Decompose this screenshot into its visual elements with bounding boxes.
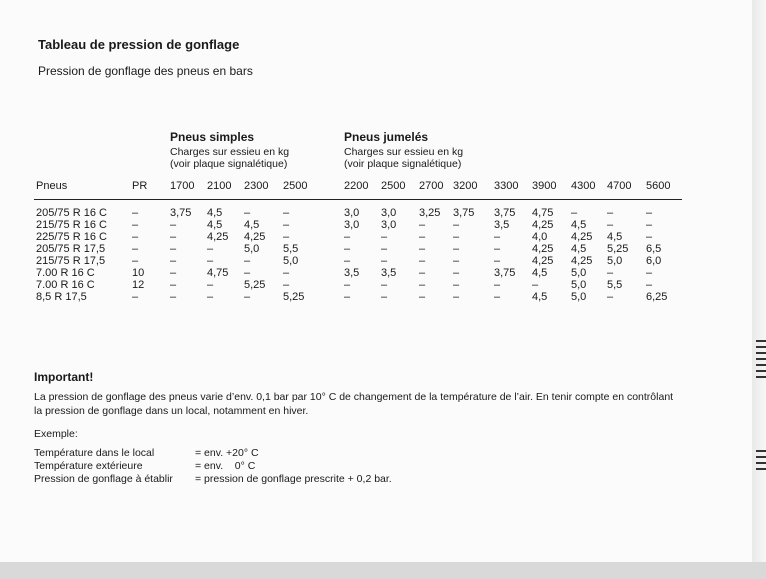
table-cell: – (207, 279, 214, 291)
table-cell: – (494, 279, 501, 291)
table-cell: 3,5 (344, 267, 360, 279)
group-title-twin: Pneus jumelés (344, 130, 429, 144)
example-key: Température extérieure (34, 460, 143, 472)
table-cell: – (419, 291, 426, 303)
example-key: Pression de gonflage à établir (34, 473, 173, 485)
table-cell: 3,0 (344, 207, 360, 219)
table-cell: – (207, 243, 214, 255)
table-cell: – (283, 219, 290, 231)
table-cell: 12 (132, 279, 145, 291)
group-sub-twin-2: (voir plaque signalétique) (344, 158, 462, 170)
table-cell: – (419, 219, 426, 231)
table-cell: 5,0 (571, 279, 587, 291)
table-cell: – (170, 255, 177, 267)
table-cell: 4,5 (607, 231, 623, 243)
important-title: Important! (34, 370, 94, 384)
example-value: = pression de gonflage prescrite + 0,2 bar. (195, 473, 392, 485)
table-cell: – (170, 219, 177, 231)
important-text: La pression de gonflage des pneus varie d’env. 0,1 bar par 10° C de changement de la température de l’air. En tenir compte en contrôlant la pression de gonflage dans un local, notamment en hiver. (34, 391, 674, 417)
table-cell: – (170, 279, 177, 291)
table-cell: 3,75 (494, 207, 516, 219)
page-edge-strip (752, 0, 766, 579)
table-cell: – (344, 279, 351, 291)
table-cell: – (170, 267, 177, 279)
table-cell: – (532, 279, 539, 291)
table-cell: 3,75 (170, 207, 192, 219)
table-cell: – (283, 231, 290, 243)
table-cell: 4,25 (532, 243, 554, 255)
table-cell: – (381, 291, 388, 303)
table-cell: 5,0 (571, 267, 587, 279)
table-header-cell: 1700 (170, 180, 195, 192)
tire-size-cell: 7.00 R 16 C (36, 279, 95, 291)
table-cell: – (607, 267, 614, 279)
example-key: Température dans le local (34, 447, 155, 459)
table-cell: – (132, 207, 139, 219)
table-cell: 6,0 (646, 255, 662, 267)
table-cell: – (419, 255, 426, 267)
table-cell: – (132, 255, 139, 267)
table-cell: 4,5 (207, 219, 223, 231)
table-cell: – (453, 231, 460, 243)
example-value: = env. 0° C (195, 460, 256, 472)
table-header-cell: Pneus (36, 180, 68, 192)
table-cell: 5,5 (283, 243, 299, 255)
table-cell: 5,25 (607, 243, 629, 255)
table-cell: – (132, 219, 139, 231)
table-cell: – (494, 255, 501, 267)
table-header-cell: 3300 (494, 180, 519, 192)
table-cell: 3,0 (381, 207, 397, 219)
table-cell: – (646, 207, 653, 219)
table-cell: – (132, 231, 139, 243)
table-cell: 10 (132, 267, 145, 279)
table-cell: – (494, 291, 501, 303)
table-header-cell: 2300 (244, 180, 269, 192)
table-cell: – (419, 267, 426, 279)
table-header-cell: 5600 (646, 180, 671, 192)
table-cell: 5,0 (283, 255, 299, 267)
table-cell: – (419, 231, 426, 243)
table-cell: – (344, 291, 351, 303)
table-cell: 4,25 (532, 255, 554, 267)
table-cell: 4,25 (571, 231, 593, 243)
table-header-cell: 4300 (571, 180, 596, 192)
table-cell: – (607, 219, 614, 231)
table-cell: – (244, 207, 251, 219)
table-cell: – (381, 255, 388, 267)
table-cell: – (607, 291, 614, 303)
table-cell: 6,5 (646, 243, 662, 255)
table-header-cell: PR (132, 180, 148, 192)
table-cell: 4,5 (571, 243, 587, 255)
table-cell: 5,0 (571, 291, 587, 303)
tire-size-cell: 215/75 R 16 C (36, 219, 107, 231)
table-cell: 4,25 (207, 231, 229, 243)
table-cell: 4,0 (532, 231, 548, 243)
table-cell: 4,5 (244, 219, 260, 231)
table-cell: – (381, 231, 388, 243)
table-header-cell: 2500 (283, 180, 308, 192)
tire-size-cell: 205/75 R 17,5 (36, 243, 106, 255)
table-header-cell: 4700 (607, 180, 632, 192)
table-cell: 4,5 (532, 267, 548, 279)
table-cell: 4,25 (532, 219, 554, 231)
table-cell: 4,25 (244, 231, 266, 243)
table-header-cell: 2100 (207, 180, 232, 192)
table-cell: – (494, 231, 501, 243)
table-cell: 4,25 (571, 255, 593, 267)
group-sub-simple-1: Charges sur essieu en kg (170, 146, 290, 158)
table-cell: – (607, 207, 614, 219)
table-cell: – (453, 291, 460, 303)
table-cell: – (283, 279, 290, 291)
table-cell: – (244, 291, 251, 303)
table-cell: – (494, 243, 501, 255)
group-sub-twin-1: Charges sur essieu en kg (344, 146, 464, 158)
table-cell: – (646, 279, 653, 291)
table-cell: 4,5 (532, 291, 548, 303)
table-cell: 5,0 (244, 243, 260, 255)
table-cell: – (381, 243, 388, 255)
table-header-cell: 3200 (453, 180, 478, 192)
table-cell: – (344, 255, 351, 267)
table-cell: – (344, 243, 351, 255)
table-cell: – (453, 219, 460, 231)
tire-size-cell: 7.00 R 16 C (36, 267, 95, 279)
table-cell: 3,75 (494, 267, 516, 279)
tire-size-cell: 205/75 R 16 C (36, 207, 107, 219)
table-cell: 4,5 (207, 207, 223, 219)
table-cell: – (132, 291, 139, 303)
table-cell: – (170, 243, 177, 255)
header-divider (34, 199, 682, 200)
table-cell: – (244, 267, 251, 279)
table-cell: 3,0 (344, 219, 360, 231)
group-sub-simple-2: (voir plaque signalétique) (170, 158, 288, 170)
table-cell: – (344, 231, 351, 243)
table-cell: – (646, 231, 653, 243)
table-header-cell: 3900 (532, 180, 557, 192)
table-cell: – (453, 255, 460, 267)
table-cell: – (132, 243, 139, 255)
table-cell: 5,0 (607, 255, 623, 267)
table-cell: – (453, 243, 460, 255)
example-label: Exemple: (34, 428, 78, 440)
group-title-simple: Pneus simples (170, 130, 255, 144)
table-cell: 6,25 (646, 291, 668, 303)
table-cell: 3,5 (494, 219, 510, 231)
table-cell: 4,75 (532, 207, 554, 219)
table-cell: 3,5 (381, 267, 397, 279)
table-cell: – (170, 231, 177, 243)
tire-size-cell: 215/75 R 17,5 (36, 255, 106, 267)
page-title: Tableau de pression de gonflage (38, 37, 240, 52)
table-cell: – (646, 219, 653, 231)
table-cell: 3,0 (381, 219, 397, 231)
table-cell: – (453, 267, 460, 279)
table-cell: – (207, 291, 214, 303)
table-cell: 5,25 (283, 291, 305, 303)
table-cell: – (244, 255, 251, 267)
table-cell: – (646, 267, 653, 279)
table-cell: – (207, 255, 214, 267)
table-header-cell: 2700 (419, 180, 444, 192)
table-cell: 5,25 (244, 279, 266, 291)
page-subtitle: Pression de gonflage des pneus en bars (38, 64, 253, 78)
table-cell: – (419, 243, 426, 255)
page-bottom-shadow (0, 562, 766, 579)
table-header-cell: 2200 (344, 180, 369, 192)
table-cell: – (419, 279, 426, 291)
table-header-cell: 2500 (381, 180, 406, 192)
table-cell: – (571, 207, 578, 219)
table-cell: 4,5 (571, 219, 587, 231)
table-cell: – (381, 279, 388, 291)
tire-size-cell: 225/75 R 16 C (36, 231, 107, 243)
table-cell: 3,75 (453, 207, 475, 219)
table-cell: – (453, 279, 460, 291)
example-value: = env. +20° C (195, 447, 259, 459)
table-cell: 3,25 (419, 207, 441, 219)
table-cell: 4,75 (207, 267, 229, 279)
table-cell: – (170, 291, 177, 303)
table-cell: 5,5 (607, 279, 623, 291)
tire-size-cell: 8,5 R 17,5 (36, 291, 87, 303)
table-cell: – (283, 267, 290, 279)
table-cell: – (283, 207, 290, 219)
